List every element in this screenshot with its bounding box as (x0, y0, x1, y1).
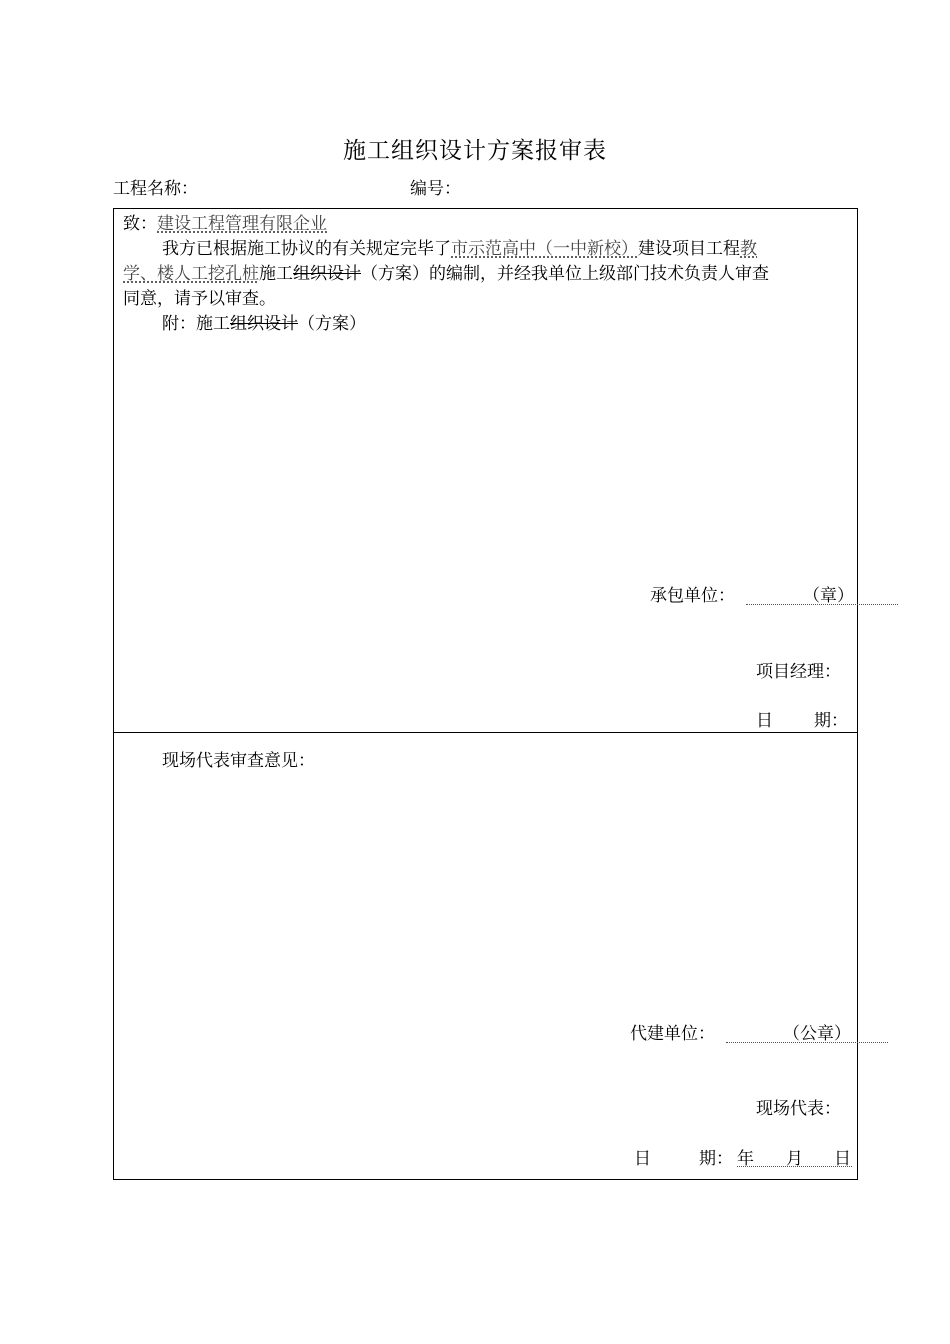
contractor-seal: （章） (803, 586, 854, 606)
project-name-label: 工程名称： (113, 179, 198, 199)
public-seal: （公章） (783, 1024, 851, 1044)
paragraph-text: 建设项目工程 (638, 239, 740, 259)
section-divider (114, 732, 857, 733)
attachment-text: （方案） (298, 314, 366, 334)
paragraph-line-1 (162, 237, 757, 261)
project-part-value: 教 (740, 239, 757, 259)
date-label-char: 日 (756, 711, 773, 731)
number-label: 编号： (410, 179, 461, 199)
contractor-label: 承包单位： (650, 586, 735, 606)
page-title: 施工组织设计方案报审表 (343, 138, 607, 164)
recipient-line (123, 212, 327, 236)
agent-builder-underline (726, 1042, 888, 1043)
recipient-value: 建设工程管理有限企业 (157, 214, 327, 234)
attachment-text: 附：施工 (162, 314, 230, 334)
contractor-underline (746, 604, 898, 605)
date-label-char: 期： (814, 711, 848, 731)
to-label: 致： (123, 214, 157, 234)
site-rep-opinion-label: 现场代表审查意见： (162, 751, 315, 771)
date-label-char: 日 (634, 1149, 651, 1169)
struck-text: 组织设计 (293, 264, 361, 284)
paragraph-text: （方案）的编制，并经我单位上级部门技术负责人审查 (361, 264, 769, 284)
approval-form-table (113, 208, 858, 1180)
year-label: 年 (737, 1149, 754, 1169)
day-label: 日 (834, 1149, 851, 1169)
paragraph-text: 我方已根据施工协议的有关规定完毕了 (162, 239, 451, 259)
date-label-char: 期： (699, 1149, 733, 1169)
paragraph-line-2 (123, 262, 769, 286)
struck-text: 组织设计 (230, 314, 298, 334)
date-underline (737, 1166, 852, 1167)
project-manager-label: 项目经理： (756, 662, 841, 682)
project-part-value: 学、楼人工挖孔桩 (123, 264, 259, 284)
month-label: 月 (786, 1149, 803, 1169)
site-rep-label: 现场代表： (756, 1099, 841, 1119)
project-value: 市示范高中（一中新校） (451, 239, 638, 259)
paragraph-text: 施工 (259, 264, 293, 284)
paragraph-line-3: 同意，请予以审查。 (123, 289, 276, 309)
attachment-line (162, 312, 366, 336)
agent-builder-label: 代建单位： (630, 1024, 715, 1044)
